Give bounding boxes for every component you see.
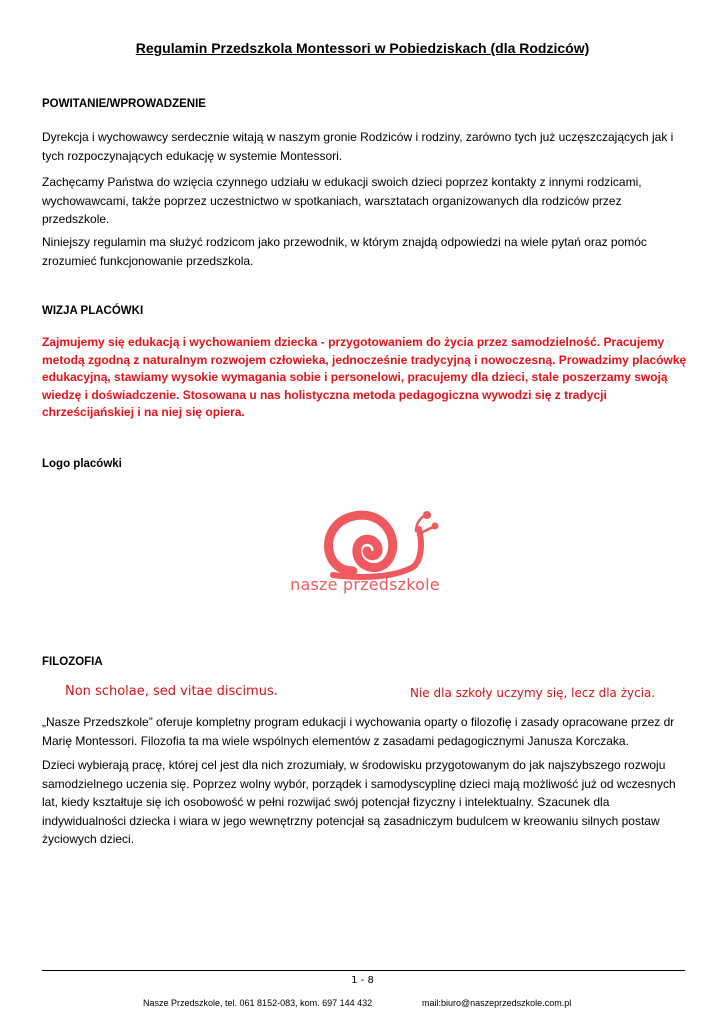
document-title: Regulamin Przedszkola Montessori w Pobiedziskach (dla Rodziców) (135, 40, 590, 56)
vision-heading: WIZJA PLACÓWKI (42, 305, 144, 317)
welcome-paragraph-2: Zachęcamy Państwa do wzięcia czynnego udziału w edukacji swoich dzieci poprzez kontakty z innymi rodzicami, wychowawcami, także poprzez uczestnictwo w spotkaniach, warsztatach organizowanych dla rodziców przez przedszkole. (42, 175, 642, 226)
philosophy-paragraph-2: Dzieci wybierają pracę, której cel jest dla nich zrozumiały, w środowisku przygotowanym do jak najszybszego rozwoju samodzielnego uczenia się. Poprzez wolny wybór, porządek i samodyscyplinę dzieci mają możliwość już od wczesnych lat, kiedy kształtuje się ich osobowość w pełni rozwijać swój potencjał fizyczny i intelektualny. Szacunek dla indywidualności dziecka i wiara w jego wewnętrzny potencjał są zasadniczym budulcem w kreowaniu silnych postaw życiowych dzieci. (42, 758, 676, 846)
footer-divider (42, 970, 685, 971)
logo-text: nasze przedszkole (290, 575, 440, 594)
polish-quote: Nie dla szkoły uczymy się, lecz dla życia. (410, 686, 656, 700)
vision-statement: Zajmujemy się edukacją i wychowaniem dziecka - przygotowaniem do życia przez samodzielność. Pracujemy metodą zgodną z naturalnym rozwojem człowieka, jednocześnie tradycyjną i nowoczesną. Prowadzimy placówkę edukacyjną, stawiamy wysokie wymagania sobie i personelowi, pracujemy dla dzieci, stale poszerzamy swoją wiedzę i doświadczenie. Stosowana u nas holistyczna metoda pedagogiczna wywodzi się z tradycji chrześcijańskiej i na niej się opiera. (42, 335, 687, 419)
welcome-heading: POWITANIE/WPROWADZENIE (42, 98, 206, 110)
philosophy-heading: FILOZOFIA (42, 656, 103, 668)
school-logo (275, 505, 455, 605)
logo-heading: Logo placówki (42, 458, 122, 470)
welcome-paragraph-3: Niniejszy regulamin ma służyć rodzicom jako przewodnik, w którym znajdą odpowiedzi na wiele pytań oraz pomóc zrozumieć funkcjonowanie przedszkola. (42, 235, 647, 268)
welcome-paragraph-1: Dyrekcja i wychowawcy serdecznie witają w naszym gronie Rodziców i rodziny, zarówno tych już uczęszczających jak i tych rozpoczynających edukację w systemie Montessori. (42, 130, 674, 163)
footer-email: mail:biuro@naszeprzedszkole.com.pl (422, 998, 572, 1008)
latin-quote: Non scholae, sed vitae discimus. (65, 684, 278, 699)
footer-contact: Nasze Przedszkole, tel. 061 8152-083, kom. 697 144 432 (143, 998, 373, 1008)
philosophy-paragraph-1: „Nasze Przedszkole” oferuje kompletny program edukacji i wychowania oparty o filozofię i zasady opracowane przez dr Marię Montessori. Filozofia ta ma wiele wspólnych elementów z zasadami pedagogicznymi Janusza Korczaka. (42, 715, 675, 748)
page-number: 1 - 8 (351, 975, 374, 986)
